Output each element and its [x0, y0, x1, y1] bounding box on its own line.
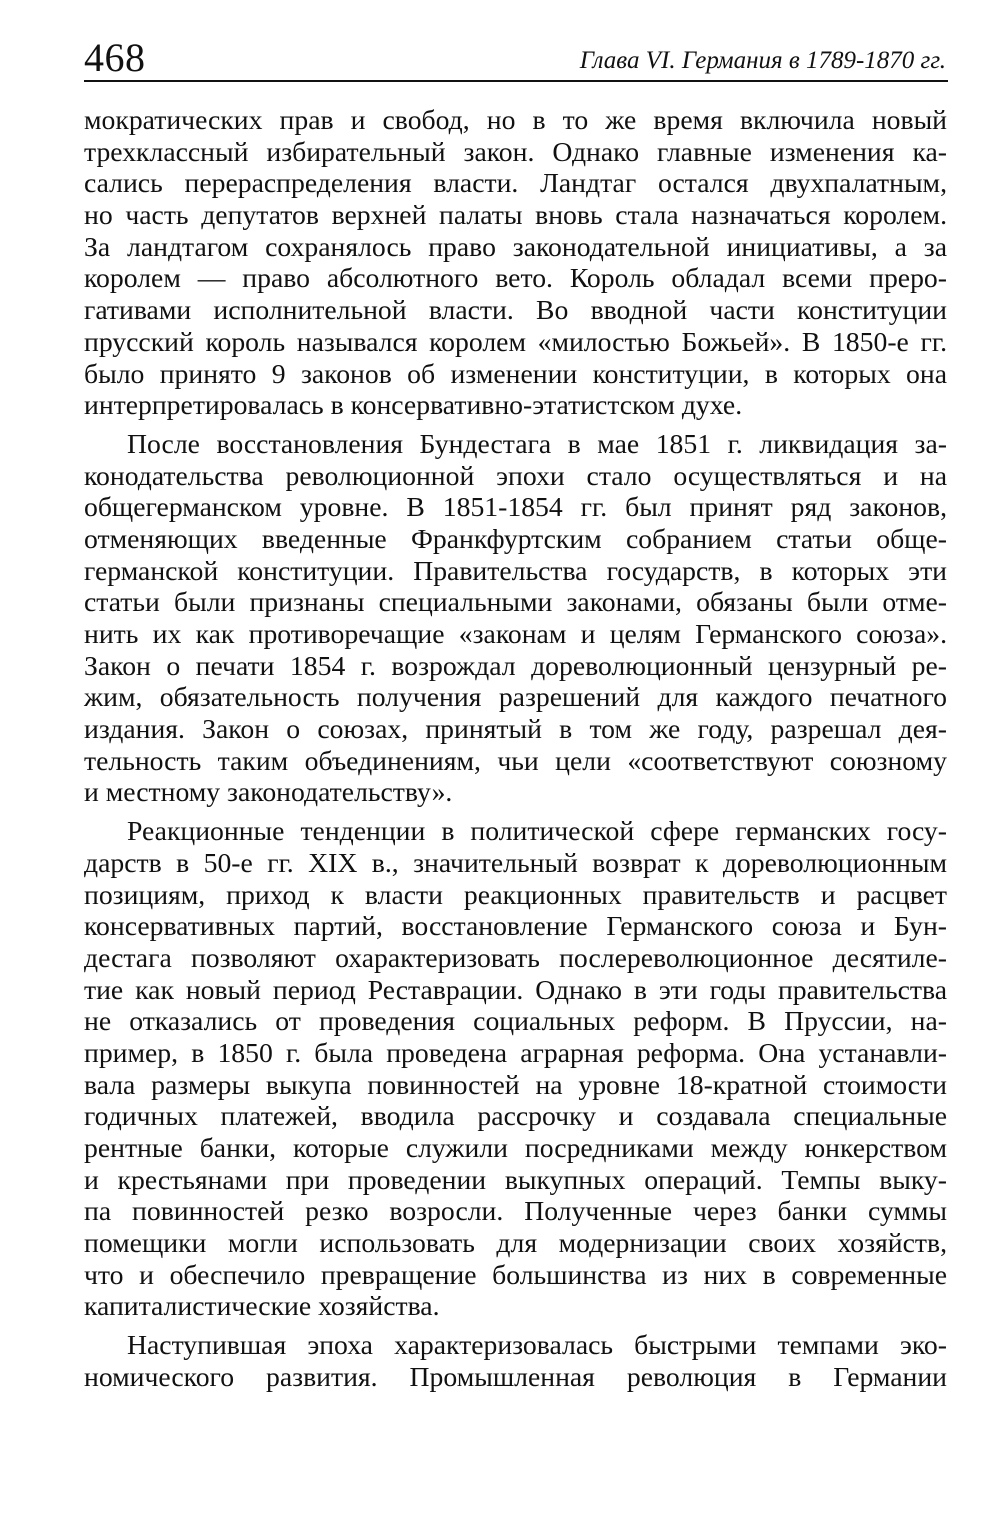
text-line: позициям, приход к власти реакционных правительств и расцвет	[84, 878, 947, 910]
text-line: годичных платежей, вводила рассрочку и создавала специальные	[84, 1100, 947, 1132]
paragraph-gap	[84, 421, 947, 428]
paragraph-gap	[84, 808, 947, 815]
text-line: общегерманском уровне. В 1851-1854 гг. был принят ряд законов,	[84, 491, 947, 523]
text-line: капиталистические хозяйства.	[84, 1290, 440, 1322]
text-line: статьи были признаны специальными законами, обязаны были отме-	[84, 586, 947, 618]
text-line: номического развития. Промышленная революция в Германии	[84, 1360, 947, 1392]
text-line: германской конституции. Правительства государств, в которых эти	[84, 554, 947, 586]
text-line: мократических прав и свобод, но в то же время включила новый	[84, 104, 947, 135]
text-line: После восстановления Бундестага в мае 1851 г. ликвидация за-	[127, 427, 947, 459]
body-text	[84, 104, 947, 1393]
text-line: интерпретировалась в консервативно-этатистском духе.	[84, 389, 743, 421]
text-line: тельность таким объединениям, чьи цели «соответствуют союзному	[84, 744, 947, 776]
text-line: но часть депутатов верхней палаты вновь стала назначаться королем.	[84, 199, 947, 231]
header-rule	[84, 80, 948, 82]
page-header	[84, 36, 946, 84]
text-line: прусский король назывался королем «милостью Божьей». В 1850-е гг.	[84, 325, 947, 357]
paragraph	[84, 1329, 947, 1392]
text-line: рентные банки, которые служили посредниками между юнкерством	[84, 1132, 947, 1163]
paragraph	[84, 815, 947, 1322]
text-line: королем — право абсолютного вето. Король обладал всеми преро-	[84, 262, 947, 294]
text-line: тие как новый период Реставрации. Однако в эти годы правительства	[84, 973, 947, 1005]
text-line: трехклассный избирательный закон. Однако главные изменения ка-	[84, 135, 947, 167]
text-line: жим, обязательность получения разрешений для каждого печатного	[84, 681, 947, 713]
text-line: вала размеры выкупа повинностей на уровне 18-кратной стоимости	[84, 1068, 947, 1100]
text-line: Наступившая эпоха характеризовалась быстрыми темпами эко-	[127, 1329, 947, 1361]
text-line: пример, в 1850 г. была проведена аграрная реформа. Она устанавли-	[84, 1036, 947, 1068]
text-line: дарств в 50-е гг. XIX в., значительный возврат к дореволюционным	[84, 846, 947, 878]
text-line: и местному законодательству».	[84, 776, 453, 808]
text-line: было принято 9 законов об изменении конституции, в которых она	[84, 357, 947, 389]
text-line: нить их как противоречащие «законам и целям Германского союза».	[84, 618, 947, 649]
text-line: дестага позволяют охарактеризовать послереволюционное десятиле-	[84, 941, 947, 973]
text-line: консервативных партий, восстановление Германского союза и Бун-	[84, 910, 947, 942]
text-line: гативами исполнительной власти. Во вводной части конституции	[84, 294, 947, 326]
paragraph-gap	[84, 1322, 947, 1329]
text-line: За ландтагом сохранялось право законодательной инициативы, а за	[84, 230, 947, 262]
text-line: конодательства революционной эпохи стало осуществляться и на	[84, 459, 947, 491]
paragraph	[84, 428, 947, 808]
text-line: Реакционные тенденции в политической сфере германских госу-	[127, 815, 947, 847]
text-line: и крестьянами при проведении выкупных операций. Темпы выку-	[84, 1163, 947, 1195]
text-line: сались перераспределения власти. Ландтаг остался двухпалатным,	[84, 167, 947, 199]
text-line: помещики могли использовать для модернизации своих хозяйств,	[84, 1227, 947, 1259]
page-number: 468	[84, 35, 146, 80]
text-line: что и обеспечило превращение большинства из них в современные	[84, 1258, 947, 1290]
text-line: издания. Закон о союзах, принятый в том же году, разрешал дея-	[84, 713, 947, 745]
text-line: па повинностей резко возросли. Полученные через банки суммы	[84, 1195, 947, 1227]
text-line: не отказались от проведения социальных реформ. В Пруссии, на-	[84, 1005, 947, 1037]
running-head: Глава VI. Германия в 1789-1870 гг.	[579, 47, 946, 74]
paragraph	[84, 104, 947, 421]
text-line: отменяющих введенные Франкфуртским собранием статьи обще-	[84, 522, 947, 554]
text-line: Закон о печати 1854 г. возрождал дореволюционный цензурный ре-	[84, 649, 947, 681]
